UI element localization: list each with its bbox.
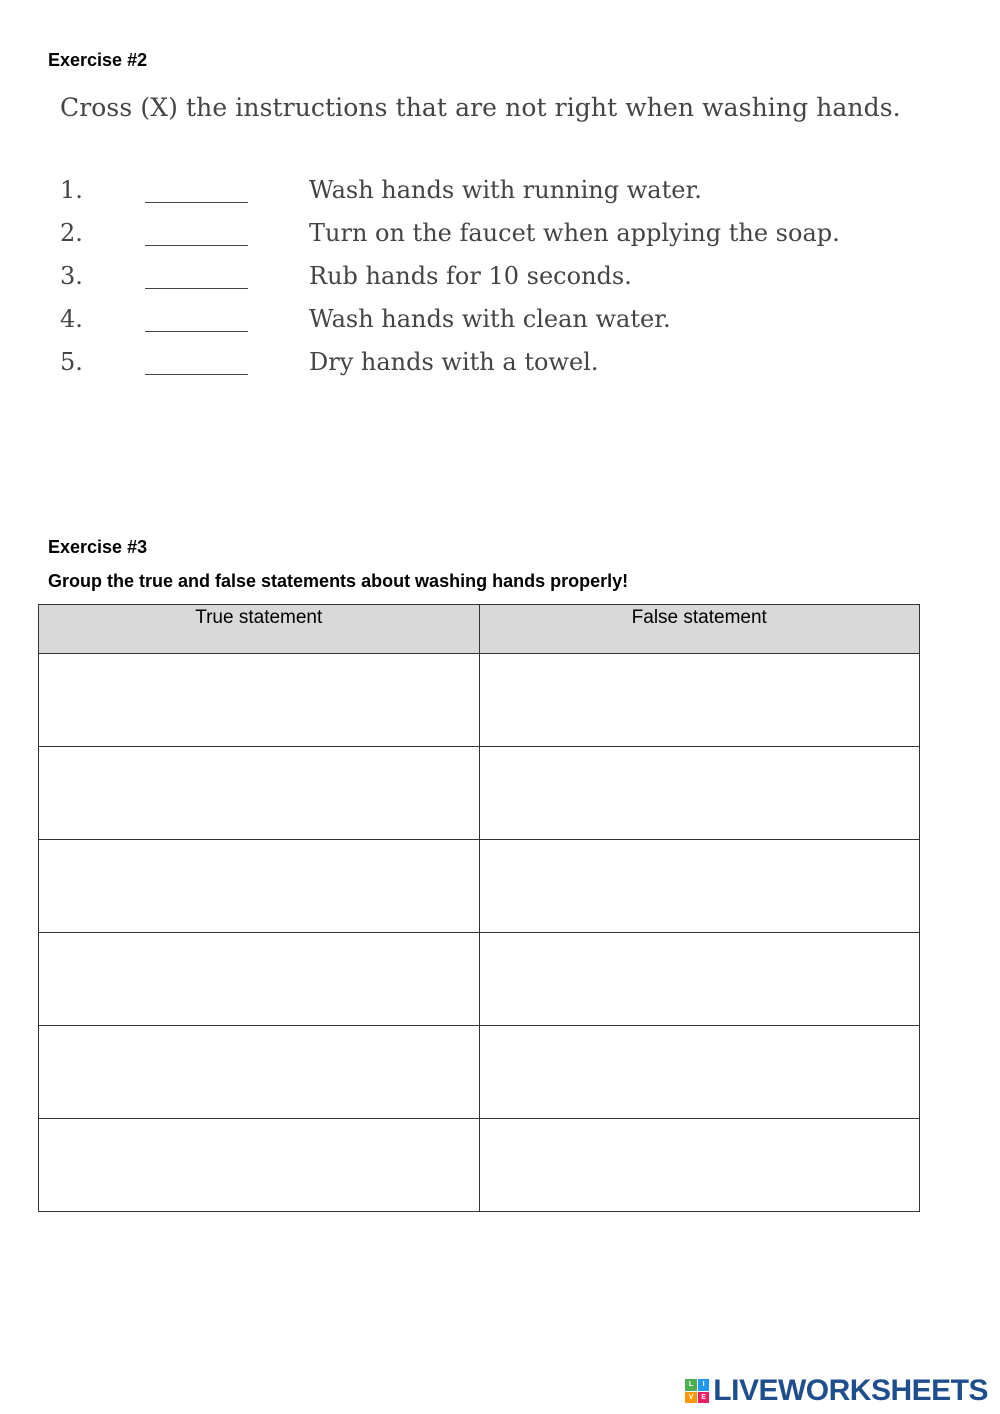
item-number: 2. [60, 219, 83, 247]
true-statement-cell[interactable] [39, 1119, 480, 1212]
liveworksheets-logo [685, 1374, 988, 1408]
list-item [60, 258, 920, 301]
list-item [60, 172, 920, 215]
list-item [60, 344, 920, 387]
true-statement-cell[interactable] [39, 840, 480, 933]
item-text: Turn on the faucet when applying the soap. [309, 219, 840, 247]
statement-grouping-table [38, 604, 920, 1212]
logo-mark-icon [685, 1379, 709, 1403]
answer-blank[interactable] [145, 202, 248, 203]
logo-mark-letter: V [685, 1392, 697, 1404]
logo-mark-letter: I [698, 1379, 710, 1391]
item-number: 1. [60, 176, 83, 204]
table-row [39, 933, 920, 1026]
false-statement-cell[interactable] [479, 747, 920, 840]
false-statement-cell[interactable] [479, 654, 920, 747]
item-text: Rub hands for 10 seconds. [309, 262, 632, 290]
list-item [60, 215, 920, 258]
item-text: Wash hands with clean water. [309, 305, 671, 333]
false-statement-cell[interactable] [479, 1119, 920, 1212]
false-statement-cell[interactable] [479, 840, 920, 933]
true-statement-cell[interactable] [39, 1026, 480, 1119]
table-row [39, 840, 920, 933]
list-item [60, 301, 920, 344]
table-header-row [39, 605, 920, 654]
answer-blank[interactable] [145, 374, 248, 375]
table-row [39, 1119, 920, 1212]
true-statement-cell[interactable] [39, 747, 480, 840]
logo-mark-letter: E [698, 1392, 710, 1404]
item-number: 5. [60, 348, 83, 376]
answer-blank[interactable] [145, 245, 248, 246]
exercise-3-instruction: Group the true and false statements about washing hands properly! [48, 571, 629, 591]
table-row [39, 747, 920, 840]
true-statement-cell[interactable] [39, 654, 480, 747]
exercise-2-list [60, 172, 920, 387]
table-row [39, 1026, 920, 1119]
exercise-3-title: Exercise #3 [48, 537, 148, 557]
false-statement-cell[interactable] [479, 933, 920, 1026]
exercise-2-title: Exercise #2 [48, 50, 148, 70]
item-text: Wash hands with running water. [309, 176, 702, 204]
true-statement-cell[interactable] [39, 933, 480, 1026]
false-statement-cell[interactable] [479, 1026, 920, 1119]
item-number: 3. [60, 262, 83, 290]
item-text: Dry hands with a towel. [309, 348, 599, 376]
answer-blank[interactable] [145, 288, 248, 289]
true-statement-header: True statement [39, 605, 480, 654]
exercise-2-instruction: Cross (X) the instructions that are not right when washing hands. [60, 93, 901, 122]
item-number: 4. [60, 305, 83, 333]
table-row [39, 654, 920, 747]
logo-text: LIVEWORKSHEETS [713, 1374, 988, 1407]
false-statement-header: False statement [479, 605, 920, 654]
logo-mark-letter: L [685, 1379, 697, 1391]
answer-blank[interactable] [145, 331, 248, 332]
